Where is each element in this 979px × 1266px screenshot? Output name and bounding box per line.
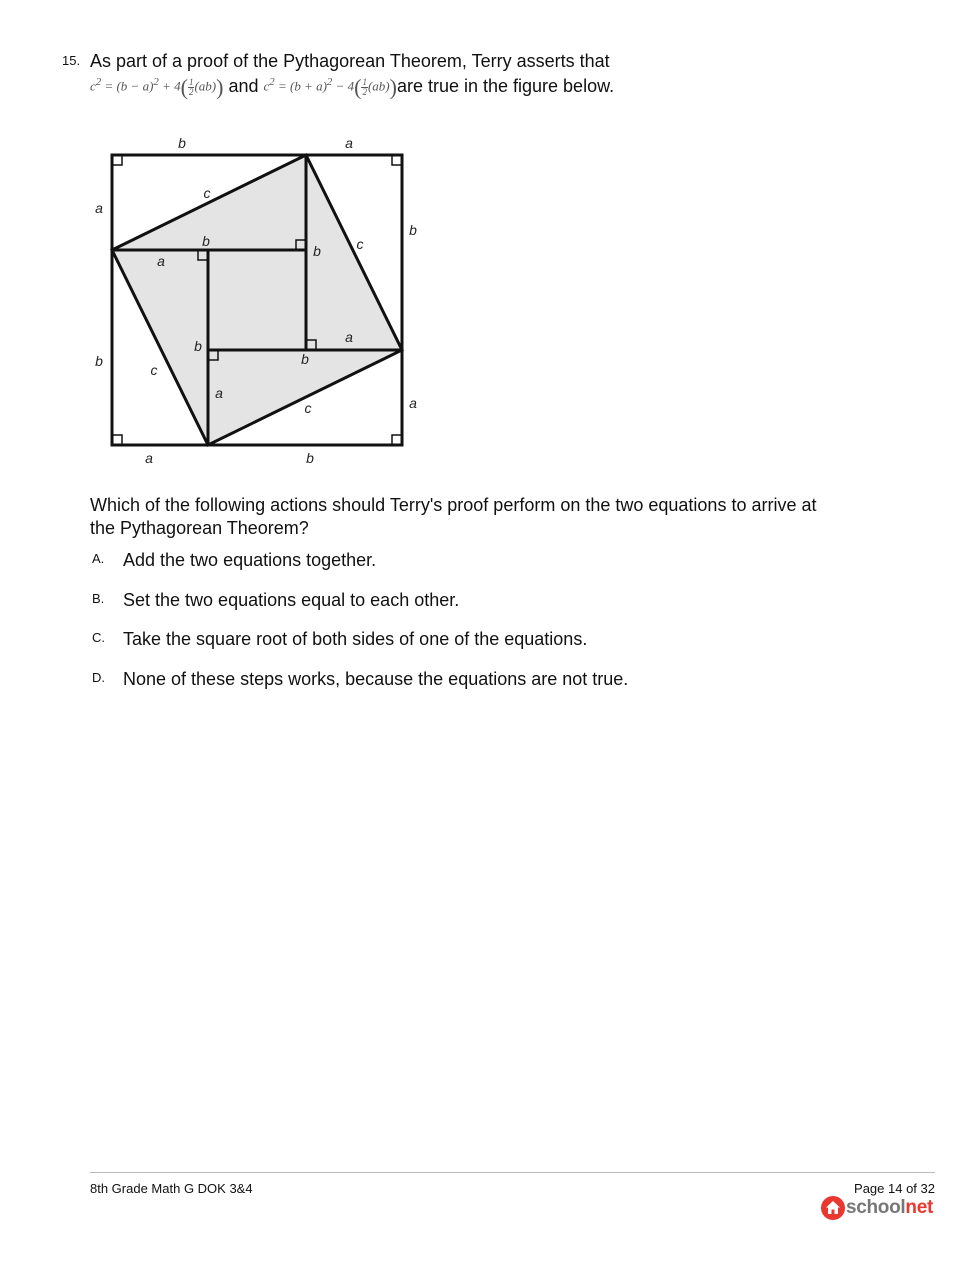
choice-text: Set the two equations equal to each other. xyxy=(123,590,460,610)
label-inner-a-top: a xyxy=(157,253,165,269)
label-inner-a-right: a xyxy=(345,329,353,345)
stem-line2-end: are true in the figure below. xyxy=(396,76,615,96)
label-top-b: b xyxy=(178,135,186,151)
question-stem-line2 xyxy=(90,76,614,98)
shaded-inner-square xyxy=(112,155,402,445)
equation-2: $c^2 = (b + a)^2 - 4$( $\frac{1}{2}$ (ab)) xyxy=(263,74,397,100)
label-bottom-a: a xyxy=(145,450,153,466)
house-icon xyxy=(820,1195,846,1221)
question-number: 15. xyxy=(62,53,81,68)
choice-letter: D. xyxy=(92,670,105,685)
footer-test-title: 8th Grade Math G DOK 3&4 xyxy=(90,1181,253,1196)
footer-page-number: Page 14 of 32 xyxy=(854,1181,935,1196)
schoolnet-logo xyxy=(820,1195,933,1221)
equation-1: $c^2 = (b - a)^2 + 4$( $\frac{1}{2}$ (ab)) xyxy=(90,74,224,100)
label-inner-b-right: b xyxy=(313,243,321,259)
label-c-left: c xyxy=(150,362,158,378)
brand-wordmark: schoolnet xyxy=(845,1197,933,1218)
choice-text: Take the square root of both sides of one of the equations. xyxy=(123,629,588,649)
choice-letter: B. xyxy=(92,591,105,606)
choice-letter: C. xyxy=(92,630,105,645)
label-right-a: a xyxy=(409,395,417,411)
label-inner-b-top: b xyxy=(202,233,210,249)
label-left-a: a xyxy=(95,200,103,216)
pythagorean-figure xyxy=(88,130,433,475)
label-c-top: c xyxy=(203,185,211,201)
choice-text: None of these steps works, because the equations are not true. xyxy=(123,669,629,689)
label-inner-a-left: a xyxy=(215,385,223,401)
label-top-a: a xyxy=(345,135,353,151)
label-left-b: b xyxy=(95,353,103,369)
label-inner-b-left: b xyxy=(194,338,202,354)
footer-divider xyxy=(90,1172,935,1173)
choice-text: Add the two equations together. xyxy=(123,550,377,570)
label-bottom-b: b xyxy=(306,450,314,466)
question-prompt: Which of the following actions should Terry's proof perform on the two equations to arrive at the Pythagorean Theorem? xyxy=(90,495,817,538)
label-c-bottom: c xyxy=(304,400,312,416)
choice-letter: A. xyxy=(92,551,105,566)
and-text: and xyxy=(228,76,259,96)
label-inner-b-bottom: b xyxy=(301,351,309,367)
question-stem-line1: As part of a proof of the Pythagorean Theorem, Terry asserts that xyxy=(90,51,610,71)
label-right-b: b xyxy=(409,222,417,238)
label-c-right: c xyxy=(356,236,364,252)
